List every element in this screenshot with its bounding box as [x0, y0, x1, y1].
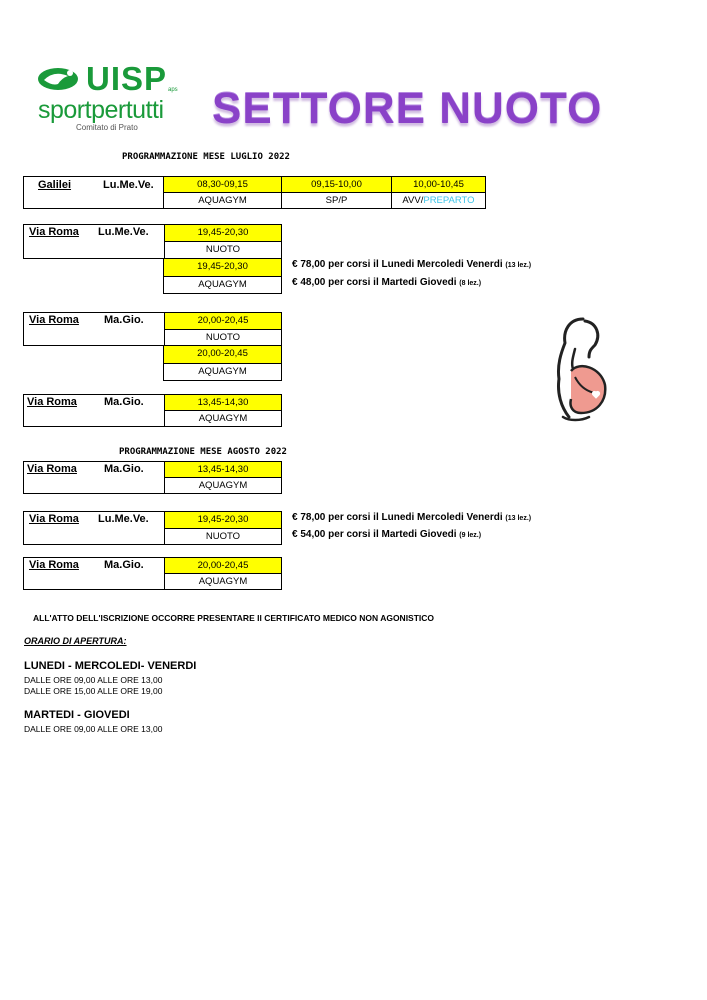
location-label: Via Roma — [29, 559, 79, 571]
days-label: Lu.Me.Ve. — [98, 226, 149, 238]
hours-line: DALLE ORE 09,00 ALLE ORE 13,00 — [24, 675, 163, 685]
days-label: Ma.Gio. — [104, 559, 144, 571]
page-title: SETTORE NUOTO — [212, 84, 603, 133]
price-line: € 48,00 per corsi il Martedi Giovedi (8 lez.) — [292, 277, 482, 288]
luglio-heading: PROGRAMMAZIONE MESE LUGLIO 2022 — [122, 152, 290, 162]
logo-comitato-text: Comitato di Prato — [76, 123, 138, 132]
time-cell: 13,45-14,30 — [164, 462, 281, 478]
days-label: Ma.Gio. — [104, 463, 144, 475]
agosto-roma-lumeve-table — [23, 511, 282, 545]
location-label: Galilei — [38, 179, 72, 191]
time-cell: 09,15-10,00 — [281, 177, 391, 193]
roma-magio-table — [23, 312, 282, 346]
logo-sportpertutti-text: sportpertutti — [38, 96, 164, 124]
price-line: € 78,00 per corsi il Lunedi Mercoledi Venerdi (13 lez.) — [292, 259, 532, 270]
opening-hours-lines — [24, 675, 162, 697]
logo-aps-text: aps — [168, 87, 178, 93]
days-label: Lu.Me.Ve. — [98, 513, 149, 525]
activity-avv: AVV/ — [402, 195, 424, 206]
galilei-table — [23, 176, 486, 209]
days-label: Ma.Gio. — [104, 396, 144, 408]
activity-cell: AQUAGYM — [164, 363, 281, 380]
agosto-roma-magio-table — [23, 461, 282, 494]
time-cell: 20,00-20,45 — [164, 558, 281, 574]
time-cell: 13,45-14,30 — [164, 395, 281, 411]
activity-cell — [391, 192, 485, 208]
price-line: € 54,00 per corsi il Martedi Giovedi (9 lez.) — [292, 529, 482, 540]
time-cell: 10,00-10,45 — [391, 177, 485, 193]
roma-lumeve-subtable — [163, 258, 282, 294]
time-cell: 19,45-20,30 — [164, 225, 281, 242]
days-label: Ma.Gio. — [104, 314, 144, 326]
time-cell: 20,00-20,45 — [164, 346, 281, 364]
activity-cell: AQUAGYM — [163, 192, 281, 208]
hours-line: DALLE ORE 09,00 ALLE ORE 13,00 — [24, 724, 163, 734]
hours-line: DALLE ORE 15,00 ALLE ORE 19,00 — [24, 686, 163, 696]
opening-days-label: MARTEDI - GIOVEDI — [24, 709, 130, 721]
opening-hours-heading: ORARIO DI APERTURA: — [24, 636, 127, 646]
time-cell: 19,45-20,30 — [164, 259, 281, 277]
location-label: Via Roma — [27, 396, 77, 408]
activity-cell: NUOTO — [164, 329, 281, 345]
activity-cell: NUOTO — [164, 241, 281, 258]
opening-hours-lines — [24, 724, 162, 735]
activity-preparto: PREPARTO — [423, 195, 475, 206]
agosto-heading: PROGRAMMAZIONE MESE AGOSTO 2022 — [119, 447, 287, 457]
location-label: Via Roma — [29, 513, 79, 525]
days-label: Lu.Me.Ve. — [103, 179, 154, 191]
time-cell: 08,30-09,15 — [163, 177, 281, 193]
activity-cell: AQUAGYM — [164, 276, 281, 293]
location-label: Via Roma — [27, 463, 77, 475]
opening-days-label: LUNEDI - MERCOLEDI- VENERDI — [24, 660, 197, 672]
logo-uisp-text: UISP — [86, 60, 168, 97]
roma-magio-morning-table — [23, 394, 282, 427]
activity-cell: NUOTO — [164, 528, 281, 544]
time-cell: 20,00-20,45 — [164, 313, 281, 330]
location-label: Via Roma — [29, 226, 79, 238]
roma-magio-subtable — [163, 345, 282, 381]
activity-cell: AQUAGYM — [164, 573, 281, 589]
roma-lumeve-table — [23, 224, 282, 259]
time-cell: 19,45-20,30 — [164, 512, 281, 529]
location-label: Via Roma — [29, 314, 79, 326]
activity-cell: AQUAGYM — [164, 477, 281, 493]
pregnant-woman-icon — [545, 313, 620, 425]
activity-cell: AQUAGYM — [164, 410, 281, 426]
certificate-notice: ALL'ATTO DELL'ISCRIZIONE OCCORRE PRESENTARE Il CERTIFICATO MEDICO NON AGONISTICO — [33, 613, 435, 623]
activity-cell: SP/P — [281, 192, 391, 208]
runner-logo-icon — [36, 64, 86, 94]
agosto-roma-magio-evening-table — [23, 557, 282, 590]
price-line: € 78,00 per corsi il Lunedi Mercoledi Venerdi (13 lez.) — [292, 512, 532, 523]
